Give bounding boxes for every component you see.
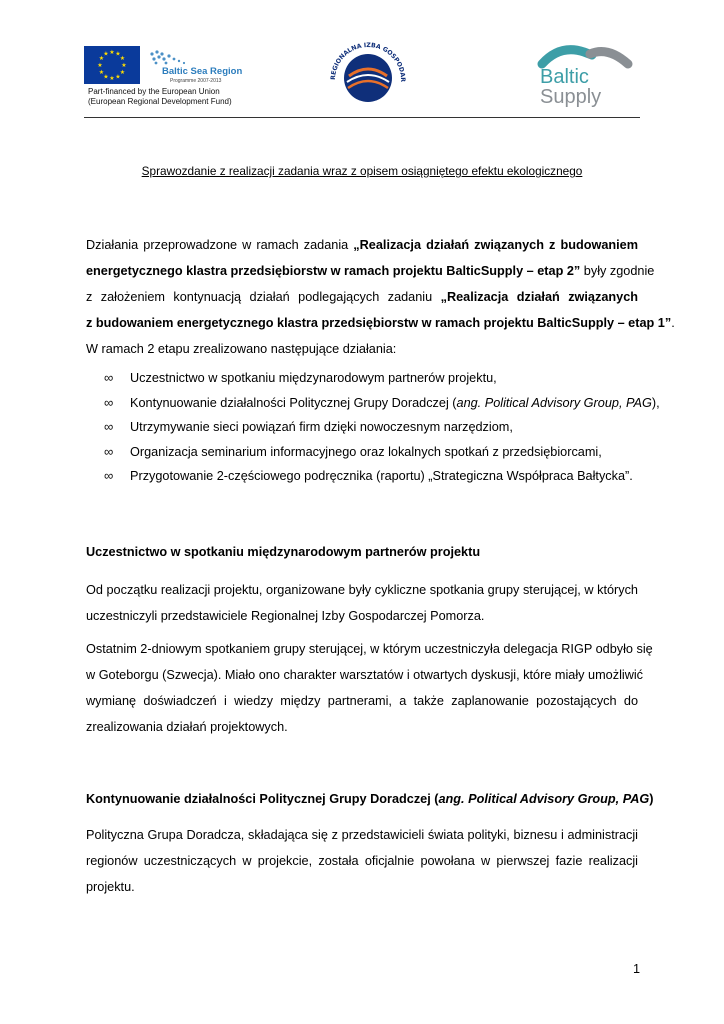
paragraph-line: uczestniczyli przedstawiciele Regionalnej Izby Gospodarczej Pomorza. [86, 609, 485, 623]
rigp-logo-text: REGIONALNA IZBA GOSPODAR [329, 41, 407, 83]
infinity-bullet-icon: ∞ [104, 443, 114, 459]
svg-text:★: ★ [97, 62, 103, 69]
paragraph-line: Ostatnim 2-dniowym spotkaniem grupy sterującej, w którym uczestniczyła delegacja RIGP odbyło się [86, 642, 653, 656]
eu-flag-icon [84, 46, 140, 84]
svg-text:★: ★ [115, 73, 121, 81]
list-item-text: ), [651, 395, 660, 410]
intro-text: . [671, 316, 675, 330]
baltic-supply-line-2: Supply [540, 86, 602, 108]
paragraph-line: regionów uczestniczących w projekcie, została oficjalnie powołana w pierwszej fazie realizacji [86, 854, 638, 868]
intro-line-4 [86, 310, 675, 336]
svg-text:★: ★ [98, 69, 105, 76]
list-item [104, 415, 640, 440]
paragraph-line: zrealizowania działań projektowych. [86, 720, 288, 734]
section-2-paragraph-1 [86, 822, 638, 900]
intro-line-3 [86, 284, 638, 310]
activities-list [104, 366, 660, 489]
list-item-text: Organizacja seminarium informacyjnego oraz lokalnych spotkań z przedsiębiorcami, [130, 444, 602, 459]
section-1-heading: Uczestnictwo w spotkaniu międzynarodowym partnerów projektu [86, 545, 481, 559]
document-title: Sprawozdanie z realizacji zadania wraz z opisem osiągniętego efektu ekologicznego [141, 164, 583, 178]
intro-task-name: „Realizacja działań związanych z budowaniem [353, 238, 639, 252]
section-2-heading [86, 792, 654, 806]
intro-text: z założeniem kontynuacją działań podlegających zadaniu [86, 290, 441, 304]
svg-text:★: ★ [109, 49, 115, 56]
page-header [84, 40, 640, 120]
svg-text:★: ★ [121, 62, 127, 69]
svg-text:★: ★ [115, 50, 121, 58]
infinity-bullet-icon: ∞ [104, 370, 114, 385]
header-divider [84, 117, 640, 118]
paragraph-line: Od początku realizacji projektu, organizowane były cykliczne spotkania grupy sterującej, w których [86, 583, 638, 597]
rigp-logo [327, 40, 409, 112]
infinity-bullet-icon: ∞ [104, 468, 114, 483]
list-item-text: Kontynuowanie działalności Politycznej Grupy Doradczej ( [130, 395, 457, 410]
intro-line-1 [86, 232, 638, 258]
intro-task-name: „Realizacja działań związanych [440, 290, 638, 304]
intro-line-2 [86, 258, 655, 284]
baltic-supply-line-1: Baltic [540, 66, 589, 88]
heading-text: ) [649, 792, 654, 806]
intro-task-name-cont: z budowaniem energetycznego klastra przedsiębiorstw w ramach projektu BalticSupply – etap 1” [86, 316, 672, 330]
bsr-programme: Programme 2007-2013 [170, 78, 222, 84]
list-item [104, 366, 640, 391]
intro-line-5: W ramach 2 etapu zrealizowano następujące działania: [86, 342, 397, 356]
baltic-sea-region-logo [84, 46, 250, 110]
infinity-bullet-icon: ∞ [104, 394, 114, 410]
svg-text:★: ★ [119, 69, 126, 76]
paragraph-line: projektu. [86, 880, 135, 894]
list-item-text: Uczestnictwo w spotkaniu międzynarodowym partnerów projektu, [130, 371, 497, 385]
list-item-text: Przygotowanie 2-częściowego podręcznika (raportu) „Strategiczna Współpraca Bałtycka”. [130, 469, 633, 483]
list-item [104, 464, 640, 489]
section-1-paragraph-1 [86, 577, 638, 629]
intro-paragraph [86, 232, 675, 362]
list-item-text: Utrzymywanie sieci powiązań firm dzięki nowoczesnym narzędziom, [130, 420, 513, 434]
eu-financing-note [88, 87, 232, 107]
bsr-name: Baltic Sea Region [162, 66, 243, 77]
svg-text:★: ★ [103, 73, 109, 81]
list-item [104, 391, 660, 416]
svg-text:★: ★ [109, 75, 115, 82]
intro-text: Działania przeprowadzone w ramach zadania [86, 238, 354, 252]
svg-text:★: ★ [98, 55, 105, 62]
svg-text:★: ★ [119, 55, 126, 62]
paragraph-line: wymianę doświadczeń i wiedzy między partnerami, a także zaplanowanie pozostających do [86, 694, 638, 708]
heading-text: Kontynuowanie działalności Politycznej Grupy Doradczej ( [86, 792, 439, 806]
paragraph-line: w Goteborgu (Szwecja). Miało ono charakter warsztatów i otwartych dyskusji, które miały umożliwić [86, 668, 644, 682]
intro-task-name-cont: energetycznego klastra przedsiębiorstw w ramach projektu BalticSupply – etap 2” [86, 264, 581, 278]
heading-italic: ang. Political Advisory Group, PAG [438, 792, 650, 806]
intro-text: były zgodnie [580, 264, 655, 278]
svg-text:★: ★ [103, 50, 109, 58]
paragraph-line: Polityczna Grupa Doradcza, składająca się z przedstawicieli świata polityki, biznesu i administracji [86, 828, 638, 842]
section-1-paragraph-2 [86, 636, 653, 740]
list-item-italic: ang. Political Advisory Group, PAG [456, 395, 652, 410]
infinity-bullet-icon: ∞ [104, 419, 114, 434]
eu-financing-line-1: Part-financed by the European Union [88, 87, 220, 96]
eu-financing-line-2: (European Regional Development Fund) [88, 97, 232, 106]
baltic-supply-logo [532, 42, 642, 112]
page-number: 1 [632, 962, 640, 976]
list-item [104, 440, 640, 465]
